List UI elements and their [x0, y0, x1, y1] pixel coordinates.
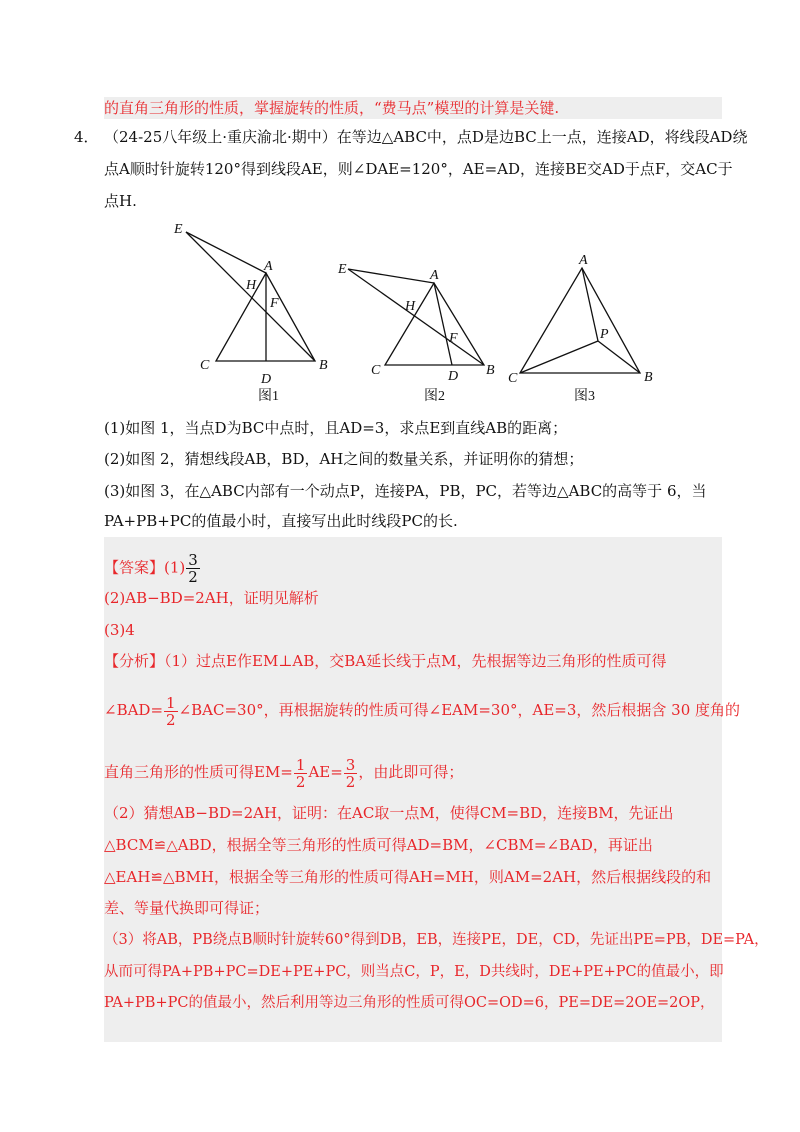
geometry-figures	[0, 215, 800, 415]
analysis-line-5: △BCM≌△ABD，根据全等三角形的性质可得AD=BM，∠CBM=∠BAD，再证出	[104, 836, 653, 854]
answer-tag: 【答案】	[104, 558, 165, 577]
fig1-label-A: A	[264, 259, 273, 274]
previous-solution-tail: 的直角三角形的性质，掌握旋转的性质，“费马点”模型的计算是关键.	[104, 97, 722, 119]
analysis-line-2: ∠BAD= $\frac{1}{2}$ ∠BAC=30°，再根据旋转的性质可得∠EAM=30°，AE=3，然后根据含 30 度角的	[104, 693, 741, 729]
answer-2: (2)AB−BD=2AH，证明见解析	[104, 589, 319, 607]
answer-1-fraction: $\frac{3}{2}$	[188, 551, 198, 586]
analysis-line-6: △EAH≌△BMH，根据全等三角形的性质可得AH=MH，则AM=2AH，然后根据线段的和	[104, 868, 712, 886]
analysis-line-8: （3）将AB，PB绕点B顺时针旋转60°得到DB，EB，连接PE，DE，CD，先证出PE=PB，DE=PA，	[104, 932, 769, 948]
question-3a: (3)如图 3，在△ABC内部有一个动点P，连接PA，PB，PC，若等边△ABC的高等于 6，当	[104, 482, 707, 500]
fig1-label-D: D	[261, 372, 272, 387]
answer-1-prefix: (1)	[164, 558, 186, 577]
fig1-label-B: B	[319, 358, 328, 373]
fig2-label-F: F	[449, 331, 458, 346]
analysis-line-1: 【分析】（1）过点E作EM⊥AB，交BA延长线于点M，先根据等边三角形的性质可得	[104, 652, 667, 670]
fig2-label-H: H	[405, 299, 416, 314]
fig3-label-P: P	[600, 327, 609, 342]
fig3-label-C: C	[508, 371, 518, 386]
fig2-label-B: B	[486, 363, 495, 378]
analysis-line-10: PA+PB+PC的值最小，然后利用等边三角形的性质可得OC=OD=6，PE=DE=2OE=2OP，	[104, 995, 715, 1011]
fig2-label-D: D	[448, 369, 459, 384]
figure-3-caption: 图3	[574, 389, 595, 404]
fig1-label-E: E	[174, 222, 183, 237]
question-2: (2)如图 2，猜想线段AB，BD，AH之间的数量关系，并证明你的猜想；	[104, 450, 584, 468]
fig2-label-C: C	[371, 363, 381, 378]
answer-3: (3)4	[104, 621, 135, 639]
problem-line-3: 点H.	[104, 192, 137, 210]
problem-line-2: 点A顺时针旋转120°得到线段AE，则∠DAE=120°，AE=AD，连接BE交AD于点F，交AC于	[104, 160, 733, 178]
problem-line-1: （24-25八年级上·重庆渝北·期中）在等边△ABC中，点D是边BC上一点，连接AD，将线段AD绕	[104, 128, 748, 146]
fig1-label-C: C	[200, 358, 210, 373]
problem-number: 4．	[74, 128, 99, 146]
analysis-tag: 【分析】	[104, 652, 165, 670]
fig2-label-E: E	[338, 262, 347, 277]
analysis-line-9: 从而可得PA+PB+PC=DE+PE+PC，则当点C，P，E，D共线时，DE+PE+PC的值最小，即	[104, 964, 724, 980]
fig3-label-B: B	[644, 370, 653, 385]
fig1-label-H: H	[246, 278, 257, 293]
figure-3	[520, 268, 640, 373]
fig1-label-F: F	[270, 296, 279, 311]
answer-line-1	[104, 552, 201, 585]
question-3b: PA+PB+PC的值最小时，直接写出此时线段PC的长.	[104, 512, 458, 530]
analysis-line-3: 直角三角形的性质可得EM= $\frac{1}{2}$ AE= $\frac{3}{2}$ ，由此即可得；	[104, 755, 464, 791]
fig2-label-A: A	[430, 268, 439, 283]
analysis-line-4: （2）猜想AB−BD=2AH，证明：在AC取一点M，使得CM=BD，连接BM，先证出	[104, 804, 674, 822]
figure-2-caption: 图2	[424, 389, 445, 404]
figure-1-caption: 图1	[258, 389, 279, 404]
analysis-line-7: 差、等量代换即可得证；	[104, 899, 270, 917]
figure-2	[348, 269, 484, 365]
question-1: (1)如图 1，当点D为BC中点时，且AD=3，求点E到直线AB的距离；	[104, 419, 568, 437]
fig3-label-A: A	[579, 253, 588, 268]
figure-1	[186, 232, 315, 361]
